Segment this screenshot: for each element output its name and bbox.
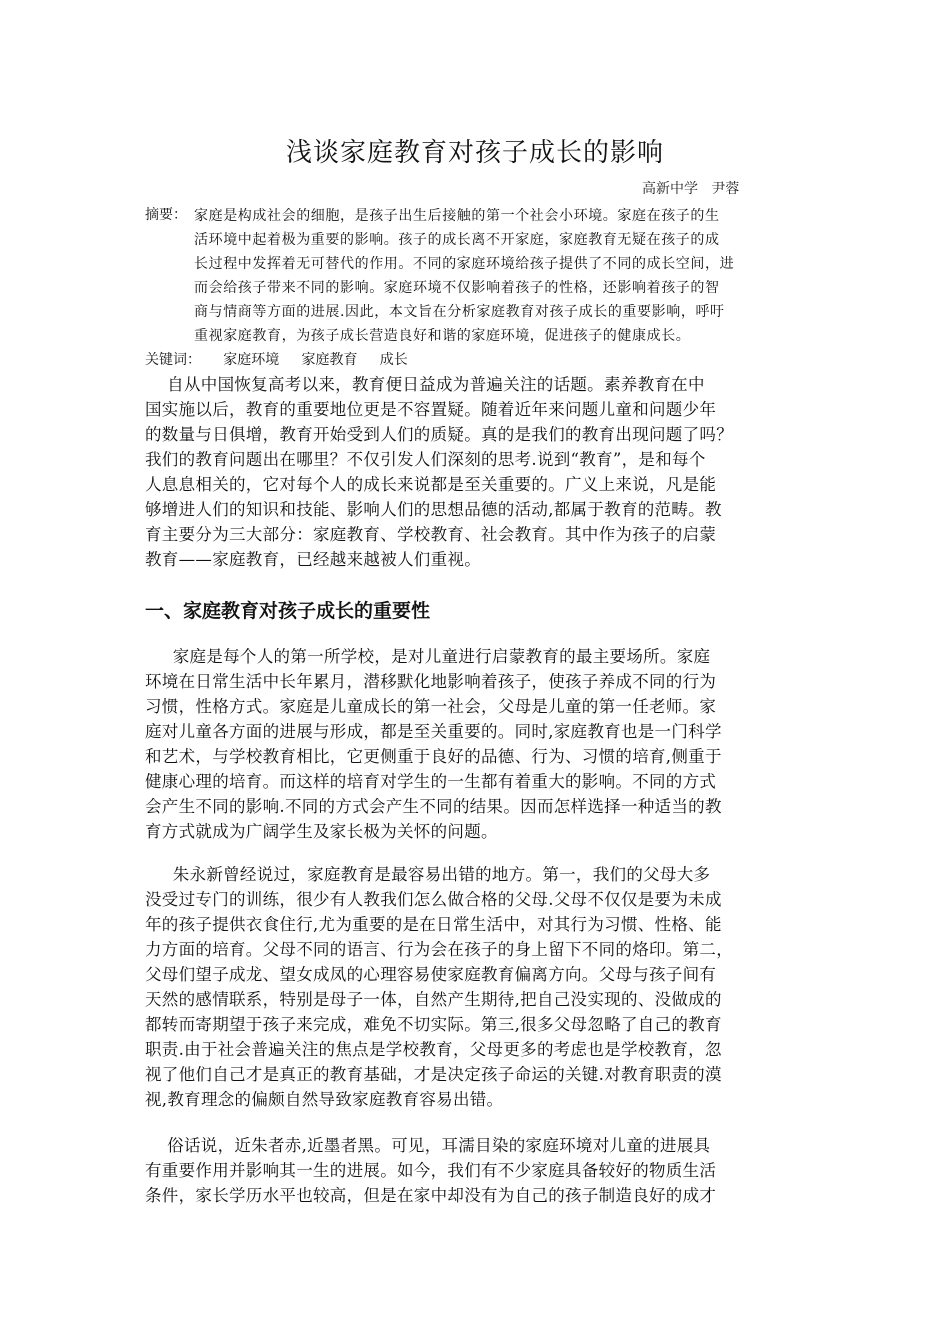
paragraph-line: 有重要作用并影响其一生的进展。如今，我们有不少家庭具备较好的物质生活 [145, 1161, 717, 1180]
paragraph-line: 习惯，性格方式。家庭是儿童成长的第一社会，父母是儿童的第一任老师。家 [145, 697, 717, 716]
paragraph-line: 没受过专门的训练，很少有人教我们怎么做合格的父母.父母不仅仅是要为未成 [145, 890, 722, 909]
paragraph-line: 条件，家长学历水平也较高，但是在家中却没有为自己的孩子制造良好的成才 [145, 1186, 717, 1205]
author-line: 高新中学 尹蓉 [642, 181, 740, 197]
paragraph-line: 自从中国恢复高考以来，教育便日益成为普遍关注的话题。素养教育在中 [145, 375, 705, 394]
paragraph-line: 天然的感情联系，特别是母子一体，自然产生期待,把自己没实现的、没做成的 [145, 990, 722, 1009]
intro-paragraph [145, 372, 825, 572]
abstract-line: 重视家庭教育，为孩子成长营造良好和谐的家庭环境，促进孩子的健康成长。 [194, 328, 691, 344]
paragraph-line: 教育——家庭教育，已经越来越被人们重视。 [145, 550, 481, 569]
paragraph-line: 视了他们自己才是真正的教育基础，才是决定孩子命运的关键.对教育职责的漠 [145, 1065, 722, 1084]
paragraph-line: 够增进人们的知识和技能、影响人们的思想品德的活动,都属于教育的范畴。教 [145, 500, 722, 519]
paragraph-line: 朱永新曾经说过，家庭教育是最容易出错的地方。第一，我们的父母大多 [145, 865, 711, 884]
paragraph-line: 我们的教育问题出在哪里？不仅引发人们深刻的思考.说到“教育”，是和每个 [145, 450, 706, 469]
paragraph-line: 育方式就成为广阔学生及家长极为关怀的问题。 [145, 822, 498, 841]
abstract-line: 而会给孩子带来不同的影响。家庭环境不仅影响着孩子的性格，还影响着孩子的智 [194, 280, 720, 296]
paragraph-line: 力方面的培育。父母不同的语言、行为会在孩子的身上留下不同的烙印。第二， [145, 940, 733, 959]
paragraph-line: 健康心理的培育。而这样的培育对学生的一生都有着重大的影响。不同的方式 [145, 772, 717, 791]
paragraph-line: 育主要分为三大部分：家庭教育、学校教育、社会教育。其中作为孩子的启蒙 [145, 525, 717, 544]
paragraph-line: 庭对儿童各方面的进展与形成，都是至关重要的。同时,家庭教育也是一门科学 [145, 722, 722, 741]
paragraph-line: 人息息相关的，它对每个人的成长来说都是至关重要的。广义上来说，凡是能 [145, 475, 717, 494]
body-paragraph-2 [145, 862, 825, 1112]
paragraph-line: 都转而寄期望于孩子来完成，难免不切实际。第三,很多父母忽略了自己的教育 [145, 1015, 722, 1034]
abstract-body [194, 204, 814, 348]
section-heading: 一、家庭教育对孩子成长的重要性 [145, 600, 431, 622]
paragraph-line: 俗话说，近朱者赤,近墨者黑。可见，耳濡目染的家庭环境对儿童的进展具 [145, 1136, 711, 1155]
abstract-line: 长过程中发挥着无可替代的作用。不同的家庭环境给孩子提供了不同的成长空间，进 [194, 256, 735, 272]
paragraph-line: 环境在日常生活中长年累月，潜移默化地影响着孩子，使孩子养成不同的行为 [145, 672, 717, 691]
body-paragraph-1 [145, 644, 825, 844]
paragraph-line: 的数量与日俱增，教育开始受到人们的质疑。真的是我们的教育出现问题了吗？ [145, 425, 733, 444]
paragraph-line: 职责.由于社会普遍关注的焦点是学校教育，父母更多的考虑也是学校教育，忽 [145, 1040, 722, 1059]
paragraph-line: 和艺术，与学校教育相比，它更侧重于良好的品德、行为、习惯的培育,侧重于 [145, 747, 722, 766]
abstract-line: 活环境中起着极为重要的影响。孩子的成长离不开家庭，家庭教育无疑在孩子的成 [194, 232, 720, 248]
paragraph-line: 家庭是每个人的第一所学校，是对儿童进行启蒙教育的最主要场所。家庭 [145, 647, 711, 666]
abstract-line: 家庭是构成社会的细胞，是孩子出生后接触的第一个社会小环境。家庭在孩子的生 [194, 208, 720, 224]
paragraph-line: 年的孩子提供衣食住行,尤为重要的是在日常生活中，对其行为习惯、性格、能 [145, 915, 722, 934]
paragraph-line: 视,教育理念的偏颇自然导致家庭教育容易出错。 [145, 1090, 504, 1109]
abstract-label: 摘要： [145, 207, 187, 223]
paragraph-line: 会产生不同的影响.不同的方式会产生不同的结果。因而怎样选择一种适当的教 [145, 797, 722, 816]
paragraph-line: 国实施以后，教育的重要地位更是不容置疑。随着近年来问题儿童和问题少年 [145, 400, 717, 419]
paragraph-line: 父母们望子成龙、望女成凤的心理容易使家庭教育偏离方向。父母与孩子间有 [145, 965, 717, 984]
abstract-line: 商与情商等方面的进展.因此，本文旨在分析家庭教育对孩子成长的重要影响，呼吁 [194, 304, 725, 320]
document-title: 浅谈家庭教育对孩子成长的影响 [285, 138, 664, 168]
keywords-line: 关键词： 家庭环境 家庭教育 成长 [145, 352, 408, 368]
body-paragraph-3 [145, 1133, 825, 1208]
